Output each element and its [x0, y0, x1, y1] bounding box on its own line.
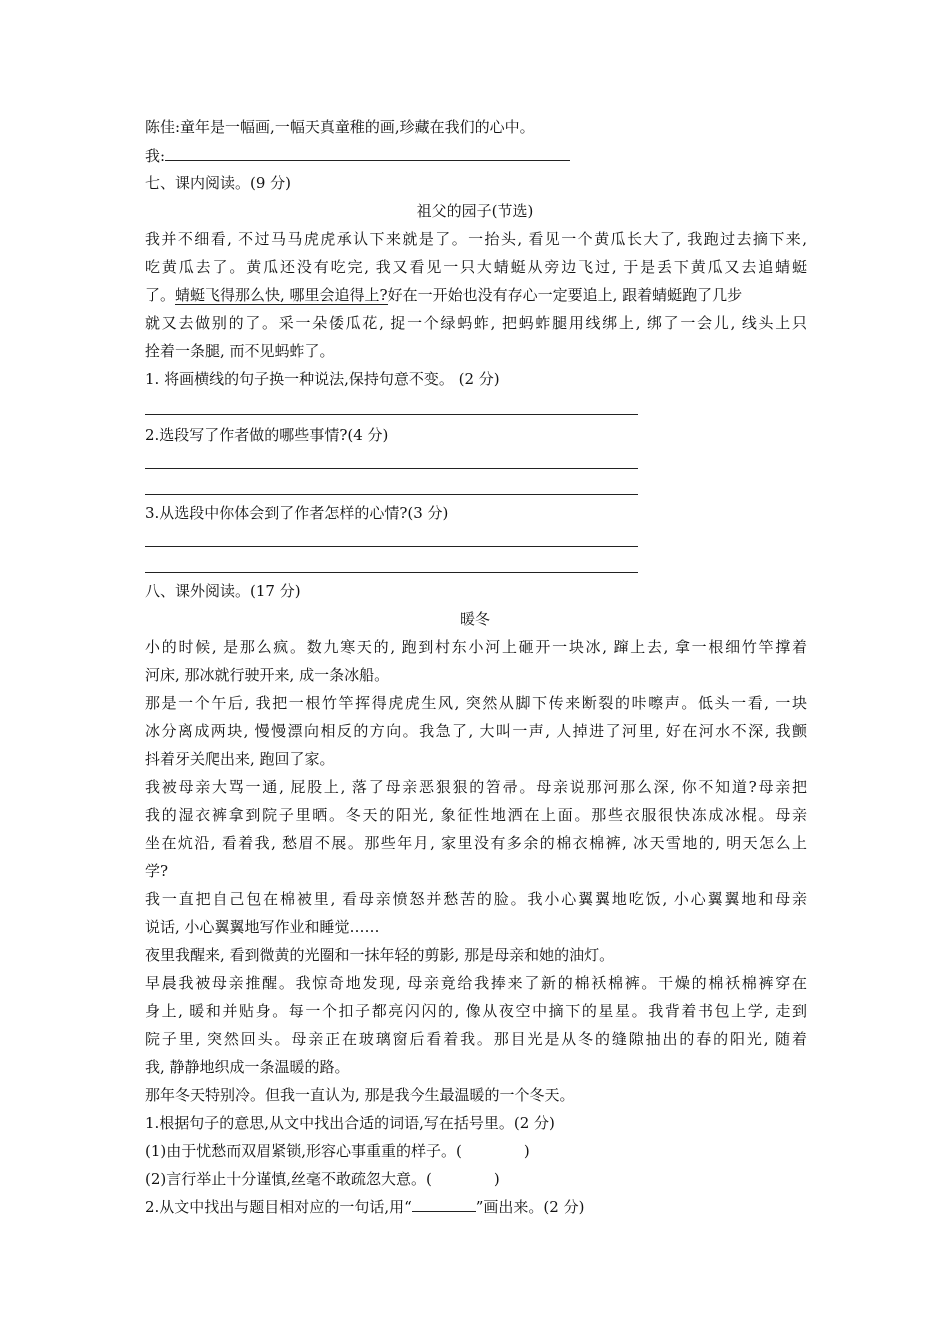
- section7-title: 祖父的园子(节选): [416, 202, 534, 220]
- me-answer-blank[interactable]: [165, 145, 570, 161]
- section7-passage-line: 拴着一条腿, 而不见蚂蚱了。: [145, 342, 335, 360]
- section7-question-1: 1. 将画横线的句子换一种说法,保持句意不变。 (2 分): [145, 370, 500, 388]
- section8-question-1: 1.根据句子的意思,从文中找出合适的词语,写在括号里。(2 分): [145, 1114, 555, 1132]
- section8-heading: 八、课外阅读。(17 分): [145, 582, 301, 600]
- section8-passage-line: 我被母亲大骂一通, 屁股上, 落了母亲恶狠狠的笤帚。母亲说那河那么深, 你不知道?母亲把: [145, 778, 807, 796]
- section8-passage-line: 早晨我被母亲推醒。我惊奇地发现, 母亲竟给我捧来了新的棉袄棉裤。干燥的棉袄棉裤穿在: [145, 974, 807, 992]
- section7-passage-line: 吃黄瓜去了。黄瓜还没有吃完, 我又看见一只大蜻蜓从旁边飞过, 于是丢下黄瓜又去追蜻蜓: [145, 258, 807, 276]
- section8-passage-line: 院子里, 突然回头。母亲正在玻璃窗后看着我。那目光是从冬的缝隙抽出的春的阳光, 随着: [145, 1030, 807, 1048]
- section7-passage-line: 就又去做别的了。采一朵倭瓜花, 捉一个绿蚂蚱, 把蚂蚱腿用线绑上, 绑了一会儿, 线头上只: [145, 314, 807, 332]
- section7-heading: 七、课内阅读。(9 分): [145, 174, 292, 192]
- section7-passage-line: 我并不细看, 不过马马虎虎承认下来就是了。一抬头, 看见一个黄瓜长大了, 我跑过去摘下来,: [145, 230, 807, 248]
- line-prefix: 了。: [145, 286, 176, 304]
- answer-line[interactable]: [145, 572, 638, 573]
- underlined-sentence: 蜻蜓飞得那么快, 哪里会追得上?: [175, 286, 388, 304]
- answer-line[interactable]: [145, 546, 638, 547]
- line-rest: 好在一开始也没有存心一定要追上, 跟着蜻蜓跑了几步: [387, 286, 743, 304]
- section7-passage-line-underlined: [145, 285, 742, 305]
- section8-passage-line: 我, 静静地织成一条温暖的路。: [145, 1058, 350, 1076]
- section8-title: 暖冬: [459, 610, 490, 628]
- me-label: 我:: [145, 147, 166, 165]
- section8-passage-line: 小的时候, 是那么疯。数九寒天的, 跑到村东小河上砸开一块冰, 蹿上去, 拿一根细竹竿撑着: [145, 638, 807, 656]
- section8-passage-line: 说话, 小心翼翼地写作业和睡觉……: [145, 918, 380, 936]
- section7-question-2: 2.选段写了作者做的哪些事情?(4 分): [145, 426, 389, 444]
- section7-question-3: 3.从选段中你体会到了作者怎样的心情?(3 分): [145, 504, 449, 522]
- section8-passage-line: 夜里我醒来, 看到微黄的光圈和一抹年轻的剪影, 那是母亲和她的油灯。: [145, 946, 615, 964]
- section8-question-2: 2.从文中找出与题目相对应的一句话,用“ ”画出来。(2 分): [145, 1198, 585, 1216]
- me-answer-line: [145, 145, 570, 166]
- section8-passage-line: 冰分离成两块, 慢慢漂向相反的方向。我急了, 大叫一声, 人掉进了河里, 好在河水不深, 我颤: [145, 722, 807, 740]
- chenjia-line: 陈佳:童年是一幅画,一幅天真童稚的画,珍藏在我们的心中。: [145, 118, 535, 136]
- section8-passage-line: 那是一个午后, 我把一根竹竿挥得虎虎生风, 突然从脚下传来断裂的咔嚓声。低头一看, 一块: [145, 694, 807, 712]
- section8-passage-line: 河床, 那冰就行驶开来, 成一条冰船。: [145, 666, 390, 684]
- section8-question-1b: (2)言行举止十分谨慎,丝毫不敢疏忽大意。( ): [145, 1170, 500, 1188]
- section8-passage-line: 学?: [145, 862, 169, 880]
- answer-line[interactable]: [145, 468, 638, 469]
- section8-question-1a: (1)由于忧愁而双眉紧锁,形容心事重重的样子。( ): [145, 1142, 530, 1160]
- section8-passage-line: 我的湿衣裤拿到院子里晒。冬天的阳光, 象征性地洒在上面。那些衣服很快冻成冰棍。母亲: [145, 806, 807, 824]
- underline-sample: [412, 1197, 476, 1212]
- section8-passage-line: 坐在炕沿, 看着我, 愁眉不展。那些年月, 家里没有多余的棉衣棉裤, 冰天雪地的, 明天怎么上: [145, 834, 807, 852]
- section8-passage-line: 我一直把自己包在棉被里, 看母亲愤怒并愁苦的脸。我小心翼翼地吃饭, 小心翼翼地和母亲: [145, 890, 807, 908]
- answer-line[interactable]: [145, 414, 638, 415]
- section8-passage-line: 那年冬天特别冷。但我一直认为, 那是我今生最温暖的一个冬天。: [145, 1086, 575, 1104]
- section8-passage-line: 抖着牙关爬出来, 跑回了家。: [145, 750, 335, 768]
- answer-line[interactable]: [145, 494, 638, 495]
- section8-passage-line: 身上, 暖和并贴身。每一个扣子都亮闪闪的, 像从夜空中摘下的星星。我背着书包上学, 走到: [145, 1002, 807, 1020]
